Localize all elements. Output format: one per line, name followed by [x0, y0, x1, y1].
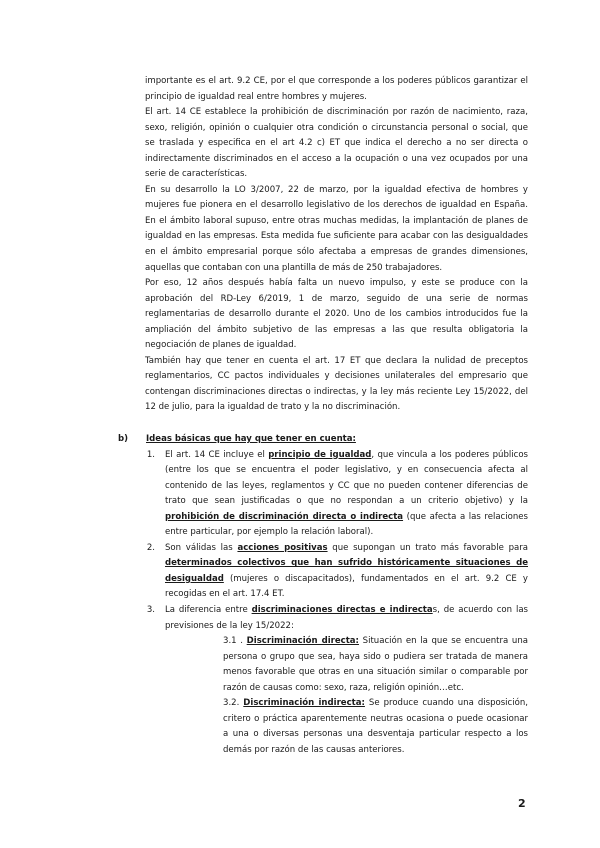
paragraph: Por eso, 12 años después había falta un nuevo impulso, y este se produce con la aprobación del RD-Ley 6/2019, 1 de marzo, seguido de una serie de normas reglamentarias de desarrollo durante el 2020. Uno de los cambios introducidos fue la ampliación del ámbito subjetivo de las empresas a las que resulta obligatoria la negociación de planes de igualdad. [145, 278, 528, 351]
paragraph: En su desarrollo la LO 3/2007, 22 de marzo, por la igualdad efectiva de hombres y mujeres fue pionera en el desarrollo legislativo de los derechos de igualdad en España. En el ámbito laboral supuso, entre otras muchas medidas, la implantación de planes de igualdad en las empresas. Esta medida fue suficiente para acabar con las desigualdades en el ámbito empresarial porque sólo afectaba a empresas de grandes dimensiones, aquellas que contaban con una plantilla de más de 250 trabajadores. [145, 184, 528, 273]
paragraph: El art. 14 CE establece la prohibición de discriminación por razón de nacimiento, raza, sexo, religión, opinión o cualquier otra condición o circunstancia personal o social, que se traslada y especifica en el art 4.2 c) ET que indica el derecho a no ser directa o indirectamente discriminados en el acceso a la ocupación o una vez ocupados por una serie de características. [145, 107, 528, 180]
paragraph: También hay que tener en cuenta el art. 17 ET que declara la nulidad de preceptos reglamentarios, CC pactos individuales y decisiones unilaterales del empresario que contengan discriminaciones directas o indirectas, y la ley más reciente Ley 15/2022, del 12 de julio, para la igualdad de trato y la no discriminación. [145, 355, 528, 413]
emphasis: principio de igualdad [268, 449, 372, 460]
sub-item: 3.1 . Discriminación directa: Situación en la que se encuentra una persona o grupo que sea, haya sido o pudiera ser tratada de manera menos favorable que otras en una situación similar o comparable por razón de causas como: sexo, raza, religión opinión…etc. [223, 636, 528, 693]
list-text: La diferencia entre discriminaciones directas e indirectas, de acuerdo con las previsiones de la ley 15/2022: 3.1 . Discriminación directa: Situación en la que se encuentra una persona o grupo que sea, haya sido o pudiera ser tratada de manera menos favorable que otras en una situación similar o comparable por razón de causas como: sexo, raza, religión opinión…etc. 3.2. Discriminación indirecta: Se produce cuando una disposición, critero o práctica aparentemente neutras ocasiona o puede ocasionar a una o diversas personas una desventaja particular respecto a los demás por razón de las causas anteriores. [165, 603, 528, 758]
emphasis: acciones positivas [237, 542, 328, 553]
emphasis: Discriminación directa: [246, 636, 359, 647]
list-text: El art. 14 CE incluye el principio de igualdad, que vincula a los poderes públicos (entre los que se encuentra el poder legislativo, y en consecuencia afecta al contenido de las leyes, reglamentos y CC que no pueden contener diferencias de trato que sean justificadas o que no respondan a un criterio objetivo) y la prohibición de discriminación directa o indirecta (que afecta a las relaciones entre particular, por ejemplo la relación laboral). [165, 449, 528, 538]
section-b [118, 432, 528, 758]
emphasis: prohibición de discriminación directa o indirecta [165, 511, 404, 522]
emphasis: Discriminación indirecta: [243, 698, 365, 709]
list-number: 2. [146, 542, 155, 553]
ideas-list [118, 448, 528, 759]
body-text [145, 74, 528, 416]
section-title: Ideas básicas que hay que tener en cuenta: [146, 434, 356, 444]
section-letter: b) [118, 434, 129, 444]
list-number: 1. [146, 449, 155, 460]
paragraph: importante es el art. 9.2 CE, por el que corresponde a los poderes públicos garantizar el principio de igualdad real entre hombres y mujeres. [145, 76, 528, 102]
section-heading [118, 432, 528, 448]
list-number: 3. [146, 605, 155, 616]
sub-item: 3.2. Discriminación indirecta: Se produce cuando una disposición, critero o práctica aparentemente neutras ocasiona o puede ocasionar a una o diversas personas una desventaja particular respecto a los demás por razón de las causas anteriores. [223, 698, 528, 755]
emphasis: determinados colectivos que han sufrido históricamente situaciones de desigualdad [165, 558, 528, 584]
list-text: Son válidas las acciones positivas que supongan un trato más favorable para determinados colectivos que han sufrido históricamente situaciones de desigualdad (mujeres o discapacitados), fundamentados en el art. 9.2 CE y recogidas en el art. 17.4 ET. [165, 542, 528, 600]
list-item [118, 448, 528, 541]
emphasis: discriminaciones directas e indirecta [251, 605, 433, 616]
list-item [118, 603, 528, 758]
page-number: 2 [518, 797, 526, 810]
list-item [118, 541, 528, 603]
